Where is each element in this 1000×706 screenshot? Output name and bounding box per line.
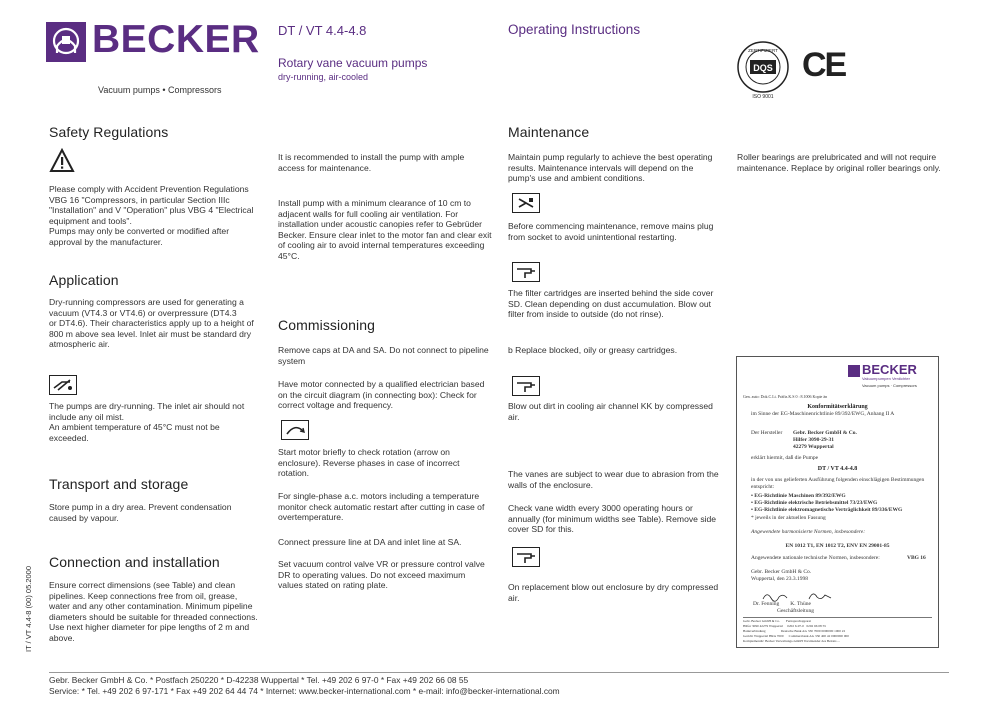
- certificate-harmonized: EN 1012 T1, EN 1012 T2, ENV EN 29001-85: [785, 543, 890, 549]
- maintenance-p4: b Replace blocked, oily or greasy cartridges.: [508, 345, 678, 355]
- ce-mark: CE: [802, 46, 846, 84]
- side-code: IT / VT 4.4-8 (00) 05.2000: [24, 565, 33, 652]
- certificate-directive-1: • EG-Richtlinie Maschinen 89/392/EWG: [751, 493, 846, 499]
- certificate-subtitle: im Sinne der EG-Maschinenrichtlinie 89/392/EWG, Anhang II A: [751, 411, 895, 417]
- certificate-footer-4: Gericht Wuppertal HRA 7000 Commerzbank AG 330 400 42 0000000 000: [743, 634, 849, 638]
- footer-address: Gebr. Becker GmbH & Co. * Postfach 250220 * D-42238 Wuppertal * Tel. +49 202 6 97-0 * Fax +49 202 66 08 55: [49, 675, 469, 685]
- certificate-place: Gebr. Becker GmbH & Co. Wuppertal, den 23.3.1998: [751, 569, 812, 582]
- product-subtitle: dry-running, air-cooled: [278, 72, 369, 82]
- certificate-directive-3: • EG-Richtlinie elektromagnetische Verträglichkeit 89/336/EWG: [751, 507, 903, 513]
- maintenance-p5: Blow out dirt in cooling air channel KK by compressed air.: [508, 401, 713, 422]
- becker-logo: [46, 18, 260, 62]
- certificate-model: DT / VT 4.4-4.8: [817, 466, 858, 472]
- certificate-national-label: Angewendete nationale technische Normen, insbesondere:: [751, 555, 880, 561]
- bearings-text: Roller bearings are prelubricated and will not require maintenance. Replace by original roller bearings only.: [737, 152, 941, 173]
- warning-triangle-icon: [49, 148, 75, 174]
- certificate-brand-tag: Vacuum pumps · Compressors: [862, 383, 917, 388]
- certificate-signers: Dr. Fenning K. Thüne: [753, 601, 811, 607]
- unplug-icon: [512, 193, 540, 213]
- iso-seal-icon: [736, 40, 790, 94]
- maintenance-p6: The vanes are subject to wear due to abrasion from the walls of the enclosure.: [508, 469, 719, 490]
- connection-text: Ensure correct dimensions (see Table) and clean pipelines. Keep connections free from oil, grease, water and any other contamination. Minimum pipeline diameters should be suitable for threaded connections. Use next higher diameter for pipe lengths of 2 m and above.: [49, 580, 258, 643]
- certificate-harmonized-label: Angewendete harmonisierte Normen, insbesondere:: [751, 529, 866, 535]
- commissioning-p2: Have motor connected by a qualified electrician based on the circuit diagram (in connecting box): Check for correct voltage and frequency.: [278, 379, 485, 411]
- footer-service: Service: * Tel. +49 202 6 97-171 * Fax +49 202 64 44 74 * Internet: www.becker-international.com * e-mail: info@becker-international.com: [49, 686, 560, 696]
- intro-text: It is recommended to install the pump with ample access for maintenance.: [278, 152, 465, 173]
- certificate-management: Geschäftsleitung: [777, 608, 814, 614]
- certificate-maker: Gebr. Becker GmbH & Co. Hilfer 3090-29-31 42279 Wuppertal: [793, 430, 857, 450]
- rotation-arrow-icon: [281, 420, 309, 440]
- safety-heading: Safety Regulations: [49, 124, 169, 140]
- certificate-conform: in der von uns gelieferten Ausführung folgenden einschlägigen Bestimmungen entspricht:: [751, 477, 925, 490]
- maintenance-p1: Maintain pump regularly to achieve the best operating results. Maintenance intervals will depend on the pump's use and ambient conditions.: [508, 152, 713, 184]
- commissioning-p4: For single-phase a.c. motors including a temperature monitor check automatic restart after cutting in case of overtemperature.: [278, 491, 485, 523]
- certificate-directive-2: • EG-Richtlinie elektrische Betriebsmittel 73/23/EWG: [751, 500, 878, 506]
- brand-tagline: Vacuum pumps • Compressors: [98, 85, 222, 95]
- iso-label: ISO 9001: [752, 94, 774, 100]
- conformity-certificate: [736, 356, 939, 648]
- maintenance-p8: On replacement blow out enclosure by dry compressed air.: [508, 582, 719, 603]
- certificate-footer-5: Komplementär: Becker Verwaltungs-GmbH Vorsitzender des Beirats ...: [743, 639, 840, 643]
- commissioning-p3: Start motor briefly to check rotation (arrow on enclosure). Reverse phases in case of incorrect rotation.: [278, 447, 460, 479]
- svg-text:DQS: DQS: [753, 63, 773, 73]
- transport-heading: Transport and storage: [49, 476, 189, 492]
- certificate-national: VBG 16: [907, 555, 926, 561]
- certificate-footer-1: Gebr. Becker GmbH & Co. Fernsprechapparat: [743, 619, 812, 623]
- commissioning-p6: Set vacuum control valve VR or pressure control valve DR to operating values. Do not exceed maximum values stated on rating plate.: [278, 559, 485, 591]
- becker-emblem-icon: [46, 22, 86, 62]
- certificate-ref: Gen. auto: Dok.C.Lt. Präfiz.K.S 0 : 8.1006 Kopie än: [743, 394, 828, 399]
- certificate-footer-3: Bankverbindung Deutsche Bank AG 330 7000 0000000 1000 22: [743, 629, 846, 633]
- maintenance-p7: Check vane width every 3000 operating hours or annually (for minimum widths see Table). Remove side cover SD for this.: [508, 503, 717, 535]
- air-gun-icon-1: [512, 262, 540, 282]
- certificate-footer-2: Hilfer 3090 42279 Wuppertal 0202 6-97-0 0202 66 08 55: [743, 624, 826, 628]
- air-gun-icon-2: [512, 376, 540, 396]
- safety-text: Please comply with Accident Prevention Regulations VBG 16 "Compressors, in particular Section IIIc "Installation" and V "Operation" plus VBG 4 "Electrical equipment and tools". Pumps may only be converted or modified after approval by the manufacturer.: [49, 184, 254, 247]
- install-text: Install pump with a minimum clearance of 10 cm to adjacent walls for full cooling air ventilation. For installation under acoustic canopies refer to Gebrüder Becker. Ensure clear inlet to the motor fan and clear exit of cooling air to avoid internal temperatures exceeding 45°C.: [278, 198, 492, 261]
- commissioning-heading: Commissioning: [278, 317, 375, 333]
- maintenance-p3: The filter cartridges are inserted behind the side cover SD. Clean depending on dust accumulation. Blow out filter from inside to outside (do not rinse).: [508, 288, 714, 320]
- certificate-maker-label: Der Hersteller: [751, 430, 783, 436]
- brand-name: BECKER: [92, 18, 260, 61]
- certificate-brand: BECKER: [862, 362, 917, 377]
- product-title: Rotary vane vacuum pumps: [278, 56, 428, 70]
- air-gun-icon-3: [512, 547, 540, 567]
- doc-type: Operating Instructions: [508, 22, 641, 37]
- application-text: Dry-running compressors are used for generating a vacuum (VT4.3 or VT4.6) or overpressure (DT4.3 or DT4.6). Their characteristics apply up to a height of 800 m above sea level. Inlet air must be standard dry atmospheric air.: [49, 297, 254, 350]
- certificate-brand-sub: Vakuumpumpen Verdichter: [862, 376, 910, 381]
- application-heading: Application: [49, 272, 119, 288]
- application-text-2: The pumps are dry-running. The inlet air should not include any oil mist. An ambient temperature of 45°C must not be exceeded.: [49, 401, 245, 443]
- transport-text: Store pump in a dry area. Prevent condensation caused by vapour.: [49, 502, 232, 523]
- svg-text:ZERTIFIZIERT: ZERTIFIZIERT: [748, 48, 778, 53]
- certificate-emblem-icon: [848, 365, 860, 377]
- maintenance-p2: Before commencing maintenance, remove mains plug from socket to avoid unintentional restarting.: [508, 221, 714, 242]
- certificate-title: Konformitätserklärung: [807, 404, 868, 410]
- certificate-declares: erklärt hiermit, daß die Pumpe: [751, 455, 819, 461]
- commissioning-p1: Remove caps at DA and SA. Do not connect to pipeline system: [278, 345, 489, 366]
- oil-mist-icon: [49, 375, 77, 395]
- certification-seal: [736, 40, 790, 102]
- maintenance-heading: Maintenance: [508, 124, 590, 140]
- footer-divider: [49, 672, 949, 673]
- commissioning-p5: Connect pressure line at DA and inlet line at SA.: [278, 537, 462, 547]
- certificate-logo: [848, 363, 930, 391]
- certificate-version: * jeweils in der aktuellen Fassung: [751, 515, 826, 521]
- model-title: DT / VT 4.4-4.8: [278, 23, 367, 38]
- connection-heading: Connection and installation: [49, 554, 220, 570]
